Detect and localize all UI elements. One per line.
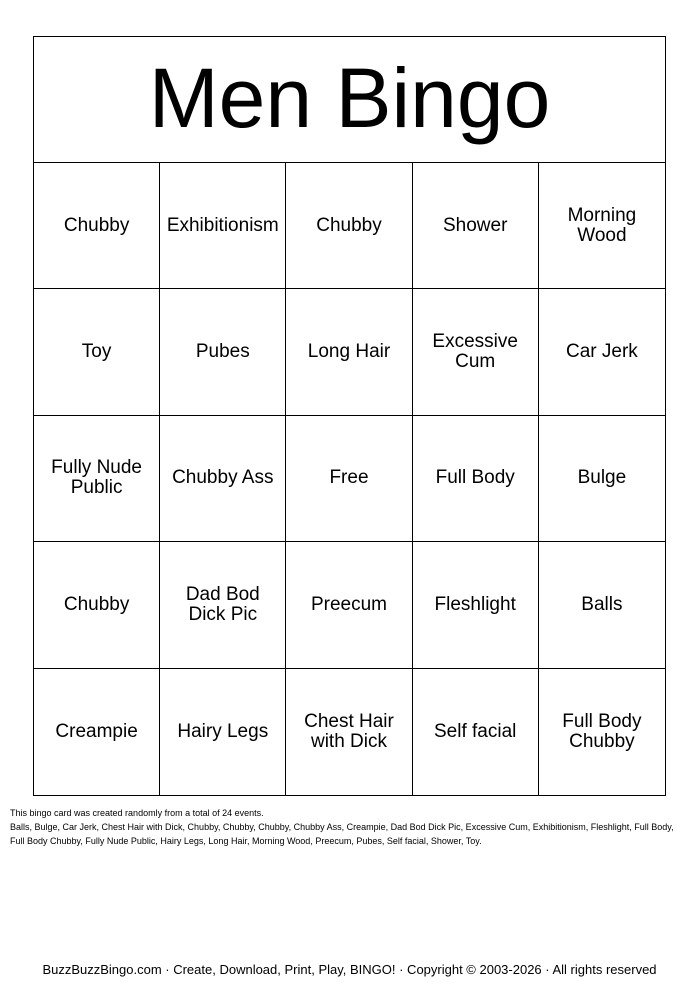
site-footer: BuzzBuzzBingo.com · Create, Download, Print, Play, BINGO! · Copyright © 2003-2026 · All rights reserved xyxy=(42,962,657,977)
bingo-cell-r4c1: Chubby xyxy=(34,542,160,668)
bingo-cell-r4c4: Fleshlight xyxy=(413,542,539,668)
card-title: Men Bingo xyxy=(34,37,665,163)
bingo-cell-r4c3: Preecum xyxy=(286,542,412,668)
bingo-cell-r1c2: Exhibitionism xyxy=(160,163,286,289)
bingo-cell-r5c3: Chest Hair with Dick xyxy=(286,669,412,795)
bingo-cell-r3c1: Fully Nude Public xyxy=(34,416,160,542)
card-info xyxy=(10,806,685,848)
bingo-grid xyxy=(34,163,665,795)
bingo-cell-r3c2: Chubby Ass xyxy=(160,416,286,542)
bingo-cell-free: Free xyxy=(286,416,412,542)
bingo-cell-r4c5: Balls xyxy=(539,542,665,668)
bingo-cell-r3c5: Bulge xyxy=(539,416,665,542)
bingo-cell-r5c5: Full Body Chubby xyxy=(562,710,642,752)
card-info-event-list: Balls, Bulge, Car Jerk, Chest Hair with Dick, Chubby, Chubby, Chubby, Chubby Ass, Creampie, Dad Bod Dick Pic, Excessive Cum, Exhibitionism, Fleshlight, Full Body, Full Body Chubby, Fully Nude Public, Hairy Legs, Long Hair, Morning Wood, Preecum, Pubes, Self facial, Shower, Toy. xyxy=(10,822,674,846)
bingo-cell-r2c1: Toy xyxy=(34,289,160,415)
bingo-cell-r1c4: Shower xyxy=(413,163,539,289)
bingo-cell-r4c2: Dad Bod Dick Pic xyxy=(160,542,286,668)
bingo-cell-r2c4: Excessive Cum xyxy=(413,289,539,415)
bingo-cell-r1c5: Morning Wood xyxy=(539,163,665,289)
bingo-cell-r1c1: Chubby xyxy=(34,163,160,289)
bingo-cell-r5c2: Hairy Legs xyxy=(160,669,286,795)
bingo-cell-r2c2: Pubes xyxy=(160,289,286,415)
bingo-cell-r5c4: Self facial xyxy=(413,669,539,795)
bingo-card xyxy=(33,36,666,796)
bingo-cell-r2c5: Car Jerk xyxy=(539,289,665,415)
bingo-cell-r1c3: Chubby xyxy=(286,163,412,289)
bingo-cell-r2c3: Long Hair xyxy=(286,289,412,415)
card-info-summary: This bingo card was created randomly from a total of 24 events. xyxy=(10,808,264,818)
bingo-cell-r5c1: Creampie xyxy=(34,669,160,795)
bingo-cell-r3c4: Full Body xyxy=(413,416,539,542)
